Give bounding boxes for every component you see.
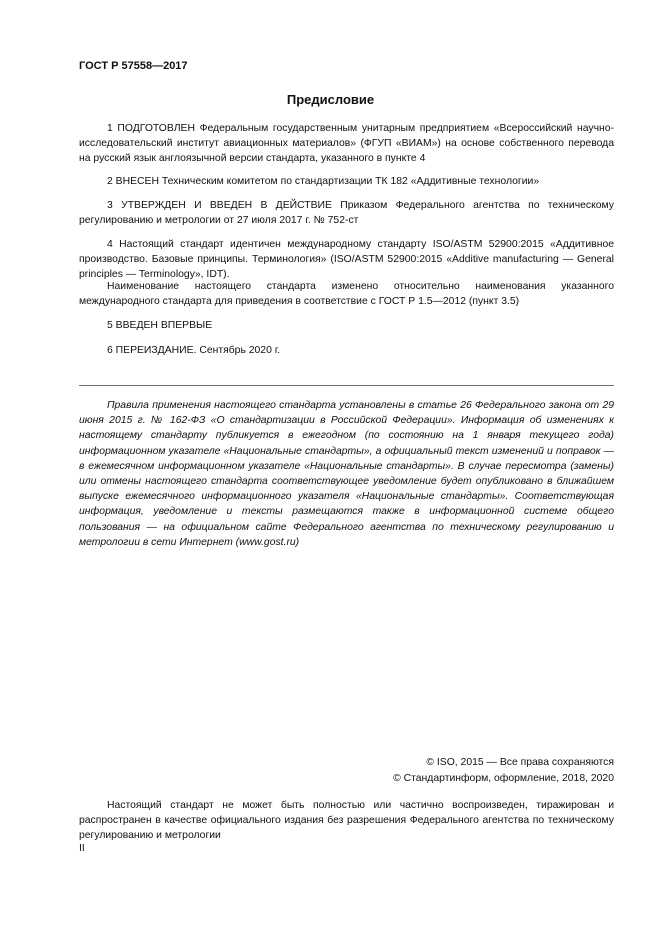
standard-code: ГОСТ Р 57558—2017 <box>79 60 188 72</box>
paragraph-reissue: 6 ПЕРЕИЗДАНИЕ. Сентябрь 2020 г. <box>107 345 281 356</box>
reproduction-notice: Настоящий стандарт не может быть полностью или частично воспроизведен, тиражирован и распространен в качестве официального издания без разрешения Федерального агентства по техническому регулированию и метрологии <box>79 800 614 841</box>
paragraph-approved: 3 УТВЕРЖДЕН И ВВЕДЕН В ДЕЙСТВИЕ Приказом Федерального агентства по техническому регулированию и метрологии от 27 июля 2017 г. № 752-ст <box>79 200 614 226</box>
paragraph-identical: 4 Настоящий стандарт идентичен международному стандарту ISO/ASTM 52900:2015 «Аддитивное производство. Базовые принципы. Терминология» (ISO/ASTM 52900:2015 «Additive manufacturing — General principles — Terminology», IDT). <box>79 239 614 280</box>
paragraph-name-changed: Наименование настоящего стандарта изменено относительно наименования указанного международного стандарта для приведения в соответствие с ГОСТ Р 1.5—2012 (пункт 3.5) <box>79 281 614 307</box>
paragraph-prepared: 1 ПОДГОТОВЛЕН Федеральным государственным унитарным предприятием «Всероссийский научно-исследовательский институт авиационных материалов» (ФГУП «ВИАМ») на основе собственного перевода на русский язык англоязычной версии стандарта, указанного в пункте 4 <box>79 123 614 164</box>
application-rules-notice: Правила применения настоящего стандарта установлены в статье 26 Федерального закона от 29 июня 2015 г. № 162-ФЗ «О стандартизации в Российской Федерации». Информация об изменениях к настоящему стандарту публикуется в ежегодном (по состоянию на 1 января текущего года) информационном указателе «Национальные стандарты», а официальный текст изменений и поправок — в ежемесячном информационном указателе «Национальные стандарты». В случае пересмотра (замены) или отмены настоящего стандарта соответствующее уведомление будет опубликовано в ближайшем выпуске ежемесячного информационного указателя «Национальные стандарты». Соответствующая информация, уведомление и тексты размещаются также в информационной системе общего пользования — на официальном сайте Федерального агентства по техническому регулированию и метрологии в сети Интернет (www.gost.ru) <box>79 400 614 548</box>
standartinform-copyright: © Стандартинформ, оформление, 2018, 2020 <box>393 773 614 784</box>
page-title: Предисловие <box>286 92 375 107</box>
page-number: II <box>79 843 85 854</box>
paragraph-introduced: 2 ВНЕСЕН Техническим комитетом по стандартизации ТК 182 «Аддитивные технологии» <box>107 176 540 187</box>
paragraph-first-introduced: 5 ВВЕДЕН ВПЕРВЫЕ <box>107 320 213 331</box>
section-divider <box>79 385 614 386</box>
iso-copyright: © ISO, 2015 — Все права сохраняются <box>426 757 614 768</box>
